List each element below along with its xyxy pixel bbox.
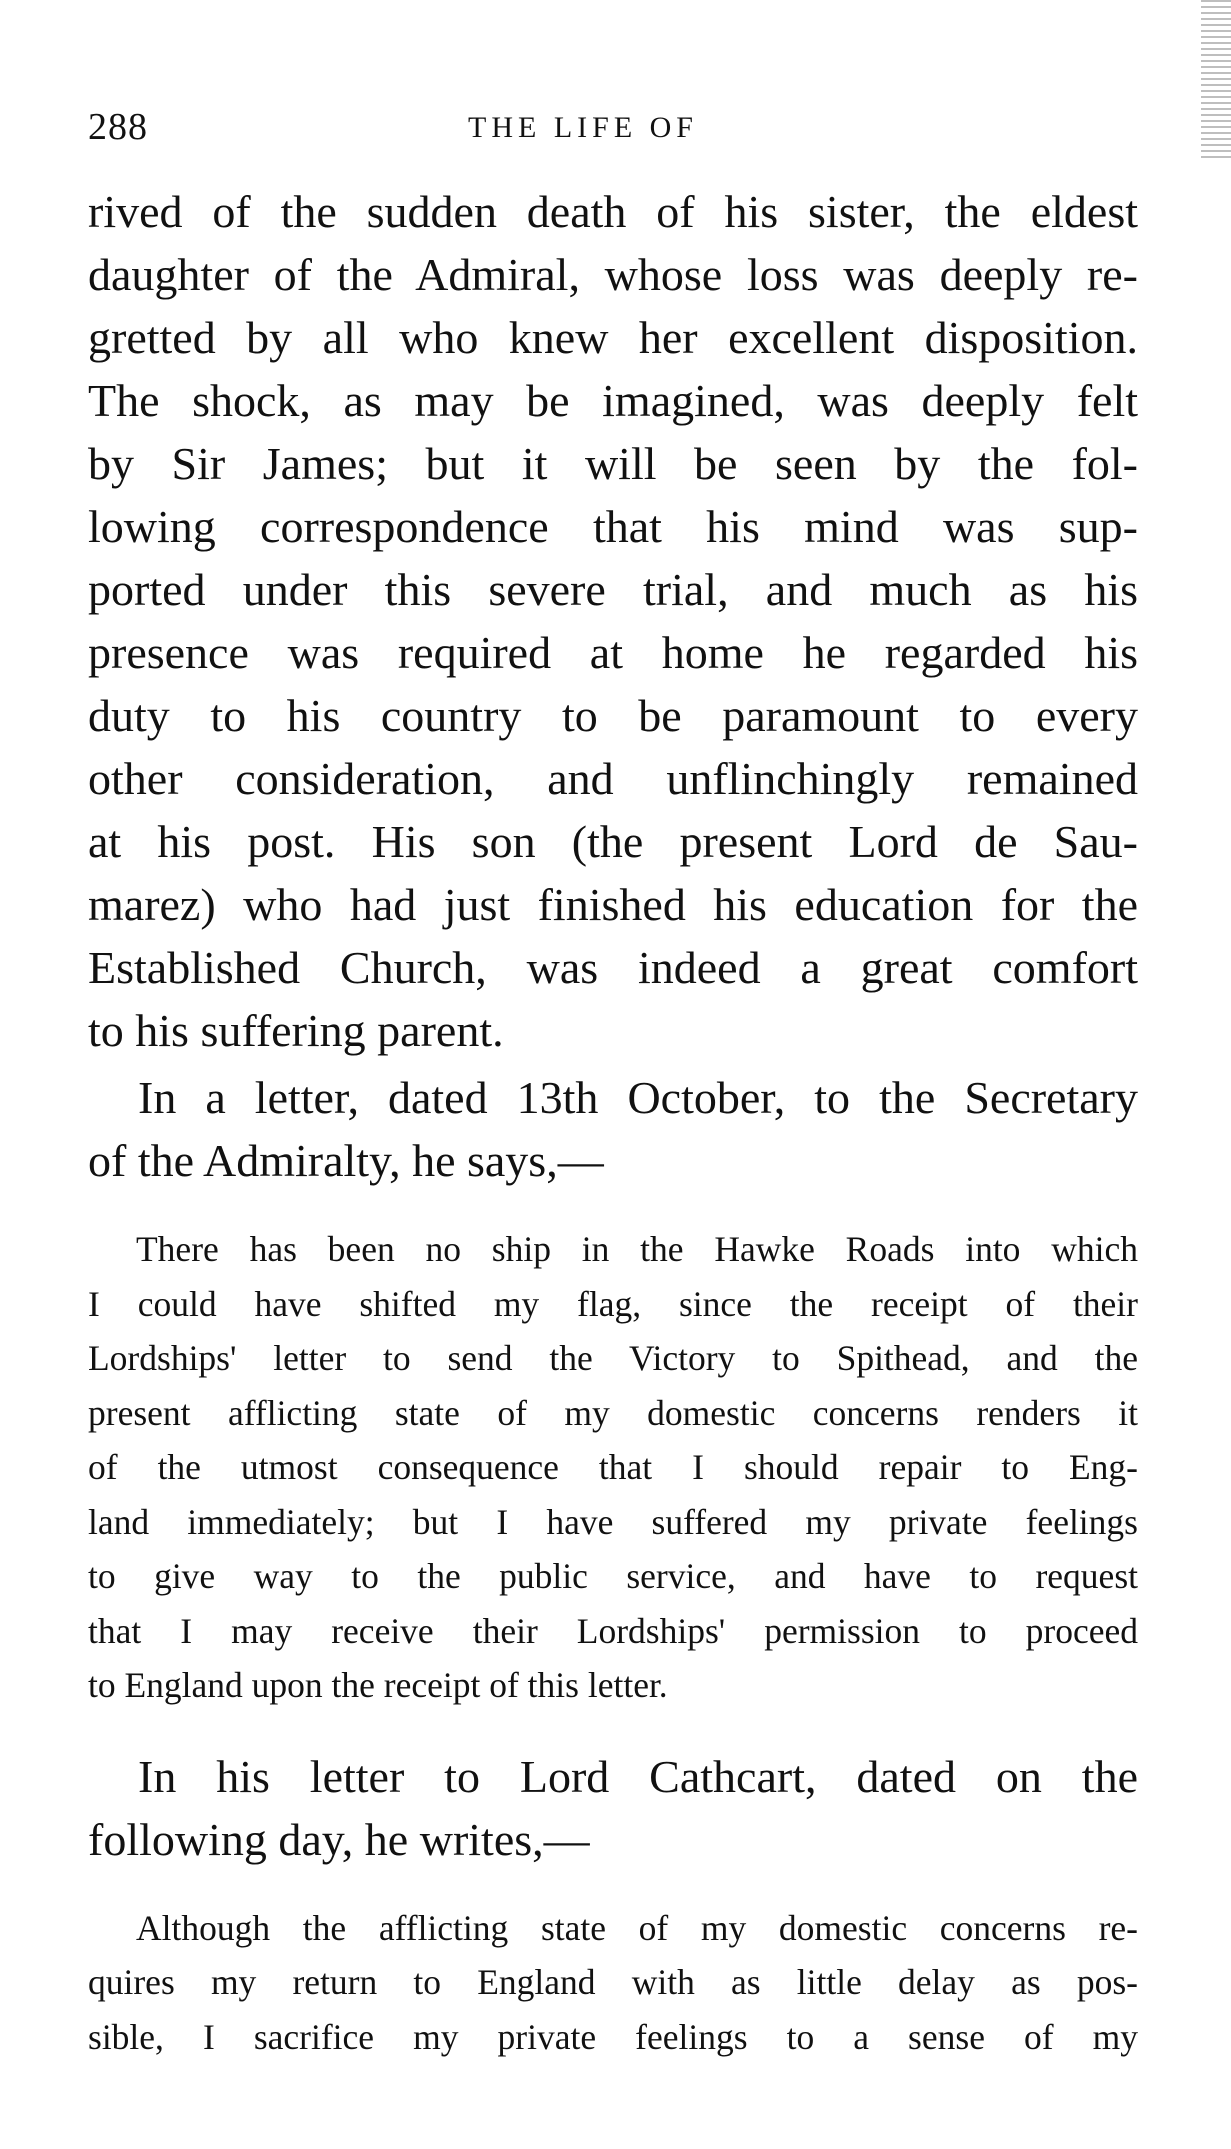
text-line: ported under this severe trial, and much as his [88, 564, 1138, 615]
quote-line: present afflicting state of my domestic concerns renders it [88, 1392, 1138, 1433]
body-text [88, 180, 1138, 2064]
text-line: of the Admiralty, he says,— [88, 1135, 604, 1186]
quoted-letter-2 [88, 1901, 1138, 2065]
paragraph-2 [88, 1066, 1138, 1192]
text-line: to his suffering parent. [88, 1005, 504, 1056]
page-header [88, 105, 1138, 155]
quote-line: quires my return to England with as little delay as pos- [88, 1962, 1138, 2002]
text-line: lowing correspondence that his mind was sup- [88, 501, 1138, 552]
text-line: Established Church, was indeed a great comfort [88, 942, 1138, 993]
running-head: THE LIFE OF [468, 111, 698, 144]
scan-edge-artifact [1201, 0, 1231, 160]
page-number: 288 [88, 106, 148, 148]
quote-line: land immediately; but I have suffered my private feelings [88, 1501, 1138, 1542]
text-line: following day, he writes,— [88, 1813, 590, 1865]
quote-line: of the utmost consequence that I should repair to Eng- [88, 1447, 1138, 1487]
text-line: by Sir James; but it will be seen by the fol- [88, 438, 1138, 489]
text-line: daughter of the Admiral, whose loss was deeply re- [88, 249, 1138, 300]
quote-line: that I may receive their Lordships' permission to proceed [88, 1610, 1138, 1651]
text-line: In a letter, dated 13th October, to the Secretary [138, 1072, 1138, 1123]
quote-line: sible, I sacrifice my private feelings to a sense of my [88, 2016, 1138, 2057]
text-line: other consideration, and unflinchingly remained [88, 753, 1138, 804]
text-line: The shock, as may be imagined, was deeply felt [88, 375, 1138, 426]
text-line: presence was required at home he regarded his [88, 627, 1138, 678]
text-line: gretted by all who knew her excellent disposition. [88, 312, 1138, 363]
text-line: rived of the sudden death of his sister, the eldest [88, 186, 1138, 237]
quote-line: to give way to the public service, and have to request [88, 1556, 1138, 1596]
quoted-letter-1 [88, 1222, 1138, 1713]
paragraph-1 [88, 180, 1138, 1062]
quote-line: I could have shifted my flag, since the receipt of their [88, 1283, 1138, 1324]
quote-line: Although the afflicting state of my domestic concerns re- [136, 1907, 1138, 1948]
text-line: at his post. His son (the present Lord de Sau- [88, 816, 1138, 867]
quote-line: to England upon the receipt of this letter. [88, 1665, 668, 1705]
text-line: marez) who had just finished his education for the [88, 879, 1138, 930]
quote-line: There has been no ship in the Hawke Roads into which [136, 1229, 1138, 1269]
text-line: duty to his country to be paramount to every [88, 690, 1138, 741]
quote-line: Lordships' letter to send the Victory to Spithead, and the [88, 1338, 1138, 1378]
text-line: In his letter to Lord Cathcart, dated on the [138, 1750, 1138, 1802]
paragraph-3 [88, 1745, 1138, 1871]
